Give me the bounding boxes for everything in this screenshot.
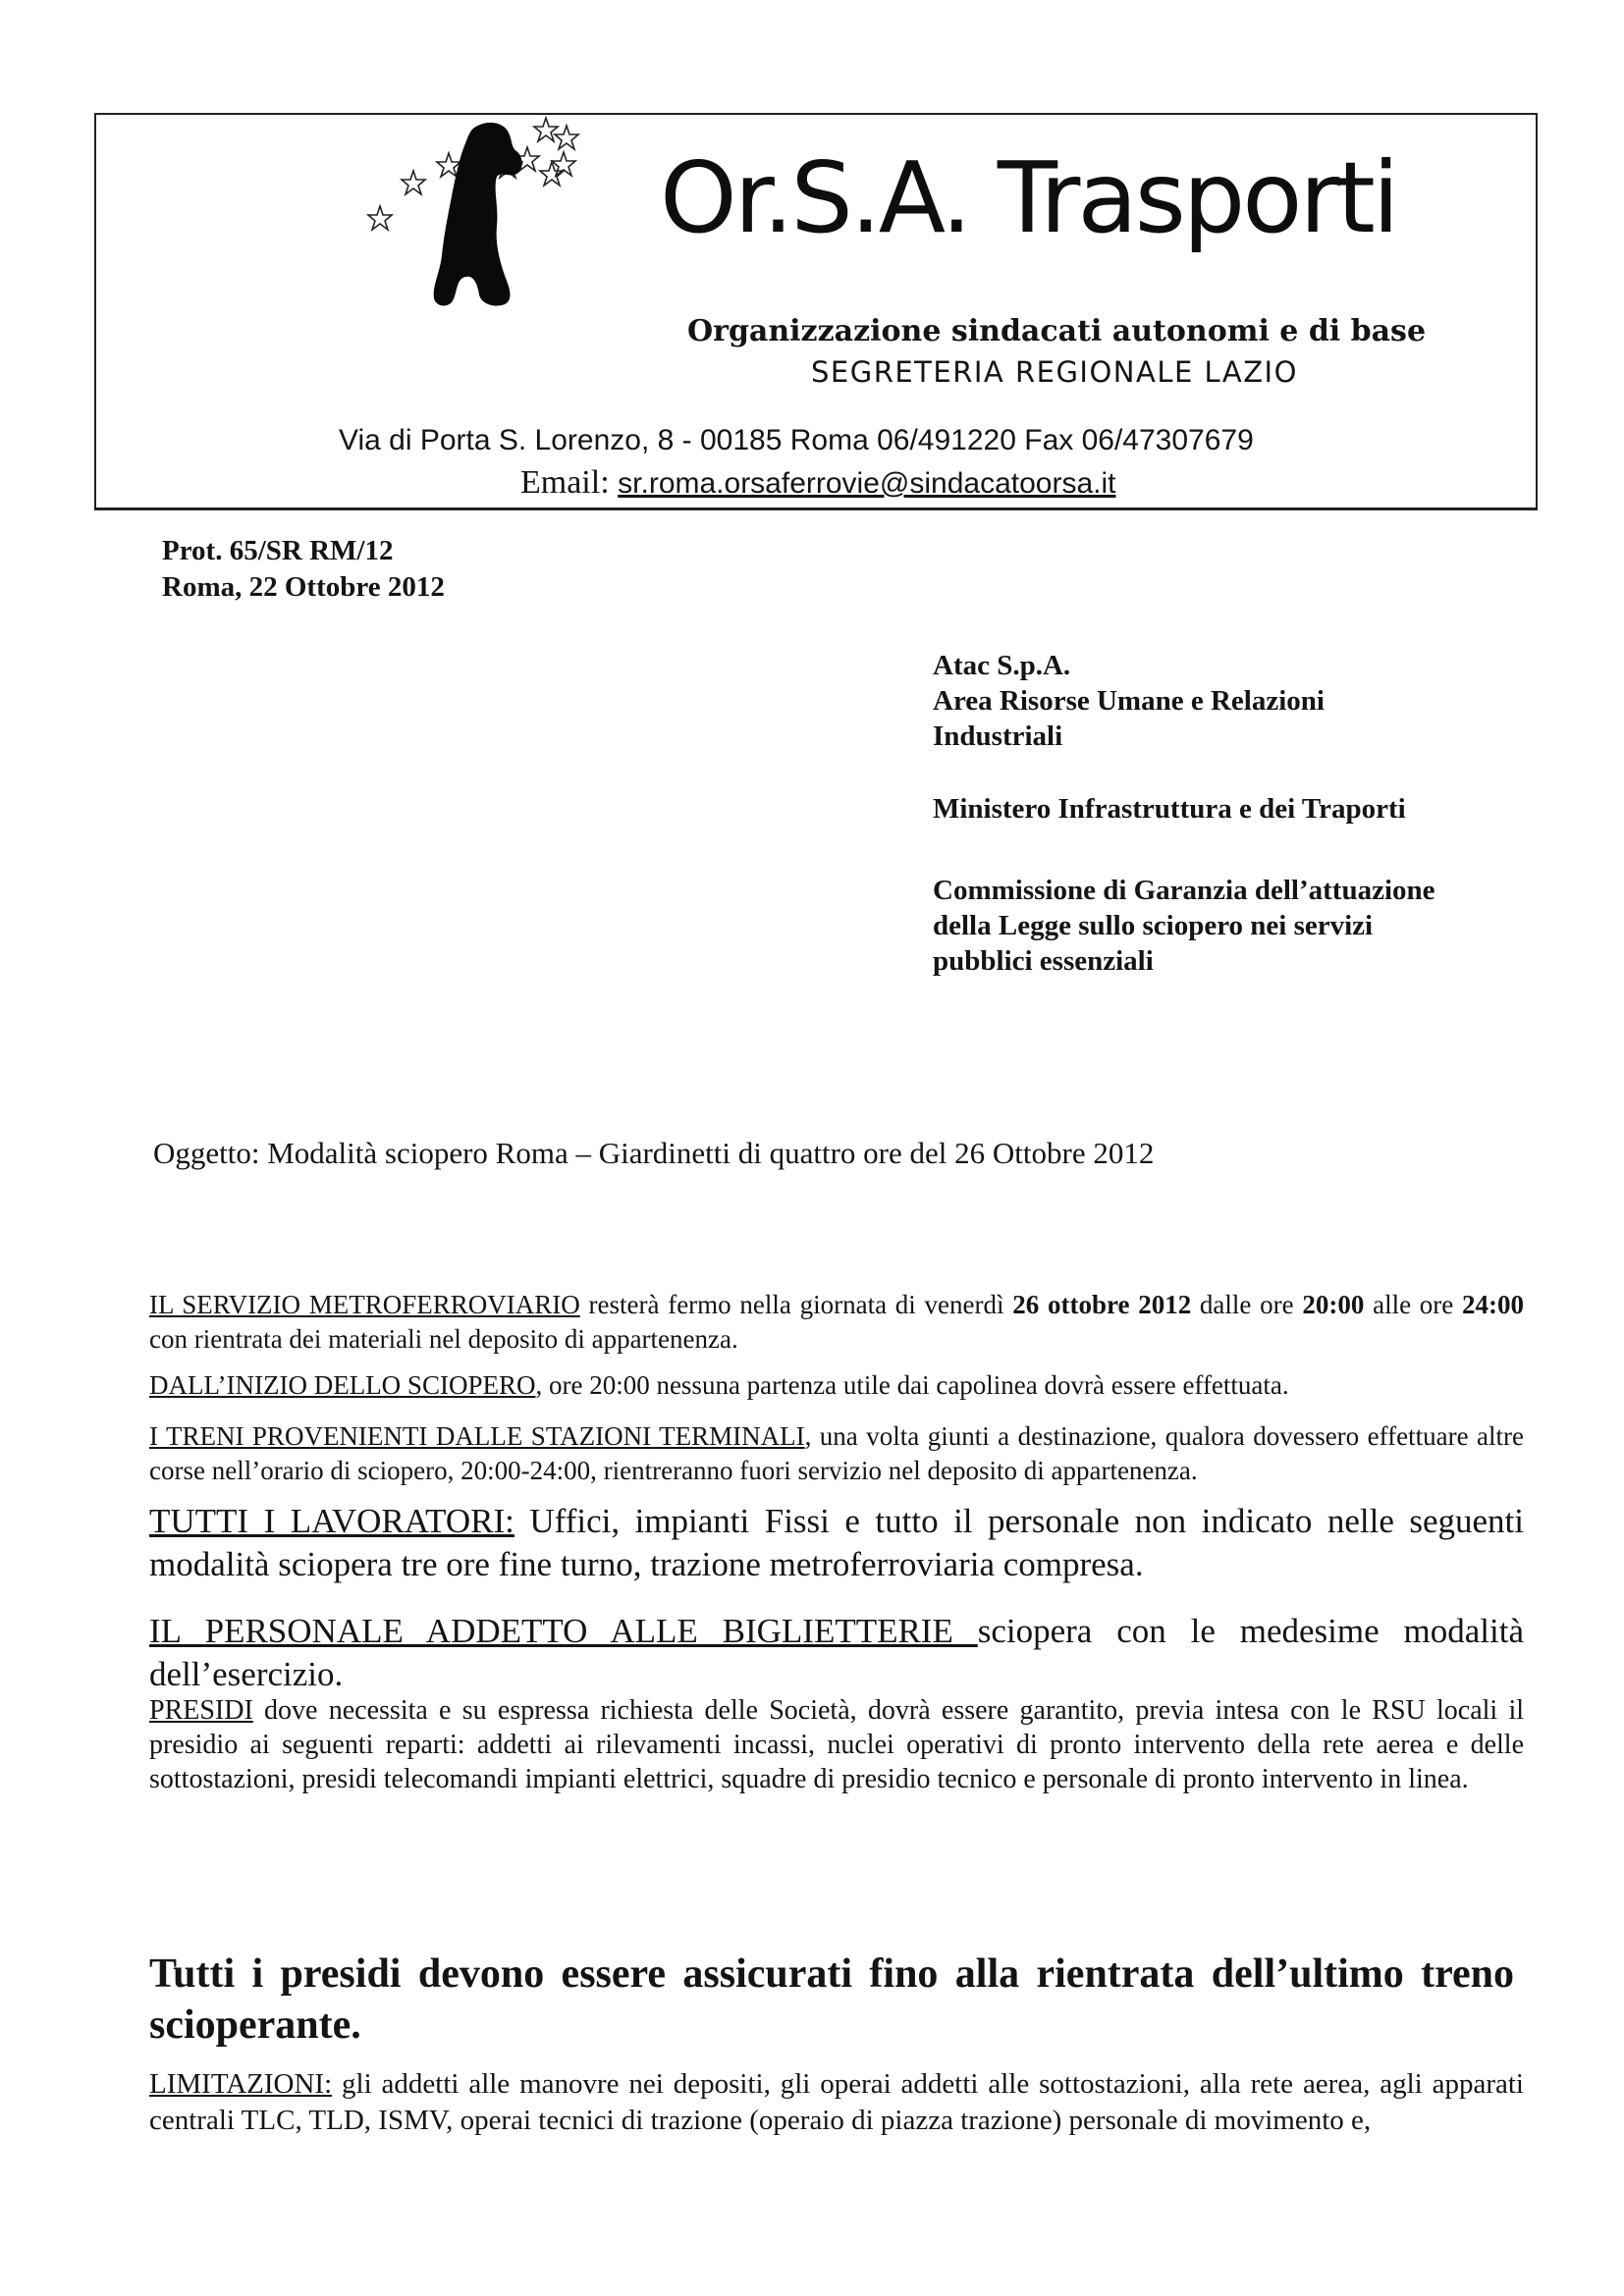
paragraph-all-workers	[149, 1500, 1524, 1586]
paragraph-strike-start	[149, 1368, 1524, 1403]
paragraph-ticket-staff	[149, 1610, 1524, 1696]
paragraph-presidi	[149, 1693, 1524, 1796]
paragraph-text: gli addetti alle manovre nei depositi, gli operai addetti alle sottostazioni, alla rete aerea, agli apparati centrali TLC, TLD, ISMV, operai tecnici di trazione (operaio di piazza trazione) personale di movimento e,	[149, 2068, 1524, 2136]
paragraph-emphasis: 26 ottobre 2012	[1012, 1290, 1192, 1319]
recipient-commission	[933, 873, 1435, 979]
paragraph-text: con rientrata dei materiali nel deposito di appartenenza.	[149, 1324, 738, 1354]
paragraph-presidi-notice: Tutti i presidi devono essere assicurati fino alla rientrata dell’ultimo treno scioperante.	[149, 1951, 1514, 2048]
organization-address: Via di Porta S. Lorenzo, 8 - 00185 Roma 06/491220 Fax 06/47307679	[339, 424, 1254, 456]
recipient-ministry	[933, 791, 1406, 827]
paragraph-heading: PRESIDI	[149, 1695, 253, 1726]
email-address[interactable]: sr.roma.orsaferrovie@sindacatoorsa.it	[618, 467, 1116, 500]
paragraph-text: dalle ore	[1191, 1290, 1303, 1319]
paragraph-text: , una volta giunti a destinazione, qualora dovessero effettuare altre corse nell’orario di sciopero, 20:00-24:00, rientreranno fuori servizio nel deposito di appartenenza.	[149, 1421, 1524, 1485]
secretariat-name: SEGRETERIA REGIONALE LAZIO	[811, 355, 1298, 389]
paragraph-heading: IL SERVIZIO METROFERROVIARIO	[149, 1290, 580, 1319]
bear-with-stars-logo	[353, 108, 638, 314]
recipient-line: pubblici essenziali	[933, 945, 1154, 977]
paragraph-heading: IL PERSONALE ADDETTO ALLE BIGLIETTERIE	[149, 1612, 978, 1650]
paragraph-heading: DALL’INIZIO DELLO SCIOPERO	[149, 1370, 536, 1400]
paragraph-heading: LIMITAZIONI:	[149, 2068, 333, 2100]
paragraph-metro-service	[149, 1288, 1524, 1357]
paragraph-emphasis: 20:00	[1302, 1290, 1365, 1319]
paragraph-emphasis: 24:00	[1462, 1290, 1525, 1319]
recipient-atac	[933, 648, 1325, 754]
paragraph-heading: I TRENI PROVENIENTI DALLE STAZIONI TERMINALI	[149, 1421, 805, 1451]
email-label: Email:	[520, 464, 619, 501]
letter-date: Roma, 22 Ottobre 2012	[162, 571, 445, 603]
recipient-line: della Legge sullo sciopero nei servizi	[933, 910, 1374, 941]
recipient-line: Industriali	[933, 721, 1063, 752]
paragraph-terminal-trains	[149, 1419, 1524, 1488]
recipient-line: Area Risorse Umane e Relazioni	[933, 685, 1325, 717]
email-line	[520, 464, 1115, 502]
organization-full-name: Organizzazione sindacati autonomi e di base	[687, 314, 1427, 348]
paragraph-text: alle ore	[1364, 1290, 1463, 1319]
paragraph-limitations	[149, 2066, 1524, 2139]
paragraph-heading: TUTTI I LAVORATORI:	[149, 1502, 514, 1540]
protocol-number: Prot. 65/SR RM/12	[162, 535, 394, 566]
letter-subject: Oggetto: Modalità sciopero Roma – Giardinetti di quattro ore del 26 Ottobre 2012	[153, 1136, 1155, 1170]
recipient-line: Ministero Infrastruttura e dei Traporti	[933, 793, 1406, 825]
recipient-line: Commissione di Garanzia dell’attuazione	[933, 875, 1435, 906]
paragraph-text: sciopera con le medesime modalità dell’esercizio.	[149, 1612, 1524, 1693]
paragraph-text: resterà fermo nella giornata di venerdì	[579, 1290, 1013, 1319]
paragraph-text: Uffici, impianti Fissi e tutto il personale non indicato nelle seguenti modalità sciopera tre ore fine turno, trazione metroferroviaria compresa.	[149, 1502, 1524, 1583]
recipient-line: Atac S.p.A.	[933, 650, 1071, 681]
paragraph-text: dove necessita e su espressa richiesta delle Società, dovrà essere garantito, previa intesa con le RSU locali il presidio ai seguenti reparti: addetti ai rilevamenti incassi, nuclei operativi di pronto intervento della rete aerea e delle sottostazioni, presidi telecomandi impianti elettrici, squadre di presidio tecnico e personale di pronto intervento in linea.	[149, 1695, 1524, 1794]
organization-name: Or.S.A. Trasporti	[660, 140, 1397, 255]
paragraph-text: , ore 20:00 nessuna partenza utile dai capolinea dovrà essere effettuata.	[535, 1370, 1289, 1400]
